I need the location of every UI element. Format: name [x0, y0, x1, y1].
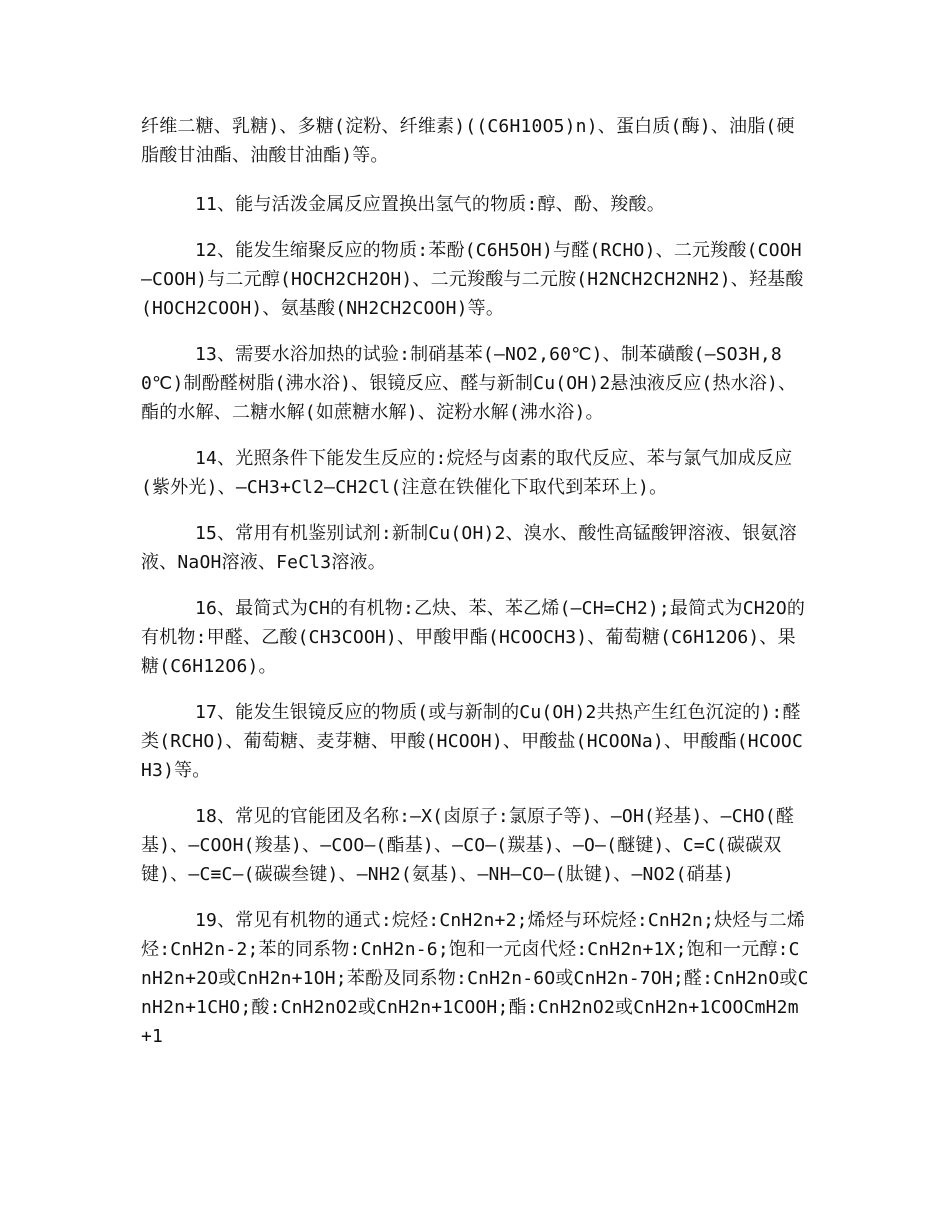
- paragraph-16: 16、最简式为CH的有机物:乙炔、苯、苯乙烯(—CH=CH2);最简式为CH2O的有机物:甲醛、乙酸(CH3COOH)、甲酸甲酯(HCOOCH3)、葡萄糖(C6H12O6)、果糖(C6H12O6)。: [141, 598, 806, 677]
- paragraph-11: 11、能与活泼金属反应置换出氢气的物质:醇、酚、羧酸。: [195, 194, 665, 215]
- paragraph-17: 17、能发生银镜反应的物质(或与新制的Cu(OH)2共热产生红色沉淀的):醛类(RCHO)、葡萄糖、麦芽糖、甲酸(HCOOH)、甲酸盐(HCOONa)、甲酸酯(HCOOCH3)等。: [141, 702, 803, 781]
- paragraph-12: 12、能发生缩聚反应的物质:苯酚(C6H5OH)与醛(RCHO)、二元羧酸(COOH—COOH)与二元醇(HOCH2CH2OH)、二元羧酸与二元胺(H2NCH2CH2NH2)、羟基酸(HOCH2COOH)、氨基酸(NH2CH2COOH)等。: [141, 240, 804, 319]
- paragraph-18: 18、常见的官能团及名称:—X(卤原子:氯原子等)、—OH(羟基)、—CHO(醛基)、—COOH(羧基)、—COO—(酯基)、—CO—(羰基)、—O—(醚键)、C=C(碳碳双键)、—C≡C—(碳碳叁键)、—NH2(氨基)、—NH—CO—(肽键)、—NO2(硝基): [141, 806, 795, 885]
- paragraph-19: 19、常见有机物的通式:烷烃:CnH2n+2;烯烃与环烷烃:CnH2n;炔烃与二烯烃:CnH2n-2;苯的同系物:CnH2n-6;饱和一元卤代烃:CnH2n+1X;饱和一元醇:CnH2n+2O或CnH2n+1OH;苯酚及同系物:CnH2n-6O或CnH2n-7OH;醛:CnH2nO或CnH2n+1CHO;酸:CnH2nO2或CnH2n+1COOH;酯:CnH2nO2或CnH2n+1COOCmH2m+1: [141, 910, 809, 1047]
- paragraph-continuation: 纤维二糖、乳糖)、多糖(淀粉、纤维素)((C6H10O5)n)、蛋白质(酶)、油脂(硬脂酸甘油酯、油酸甘油酯)等。: [141, 116, 795, 166]
- document-body: [141, 112, 809, 1068]
- paragraph-13: 13、需要水浴加热的试验:制硝基苯(—NO2,60℃)、制苯磺酸(—SO3H,80℃)制酚醛树脂(沸水浴)、银镜反应、醛与新制Cu(OH)2悬浊液反应(热水浴)、酯的水解、二糖水解(如蔗糖水解)、淀粉水解(沸水浴)。: [141, 344, 797, 423]
- paragraph-15: 15、常用有机鉴别试剂:新制Cu(OH)2、溴水、酸性高锰酸钾溶液、银氨溶液、NaOH溶液、FeCl3溶液。: [141, 523, 797, 573]
- paragraph-14: 14、光照条件下能发生反应的:烷烃与卤素的取代反应、苯与氯气加成反应(紫外光)、—CH3+Cl2—CH2Cl(注意在铁催化下取代到苯环上)。: [141, 448, 793, 498]
